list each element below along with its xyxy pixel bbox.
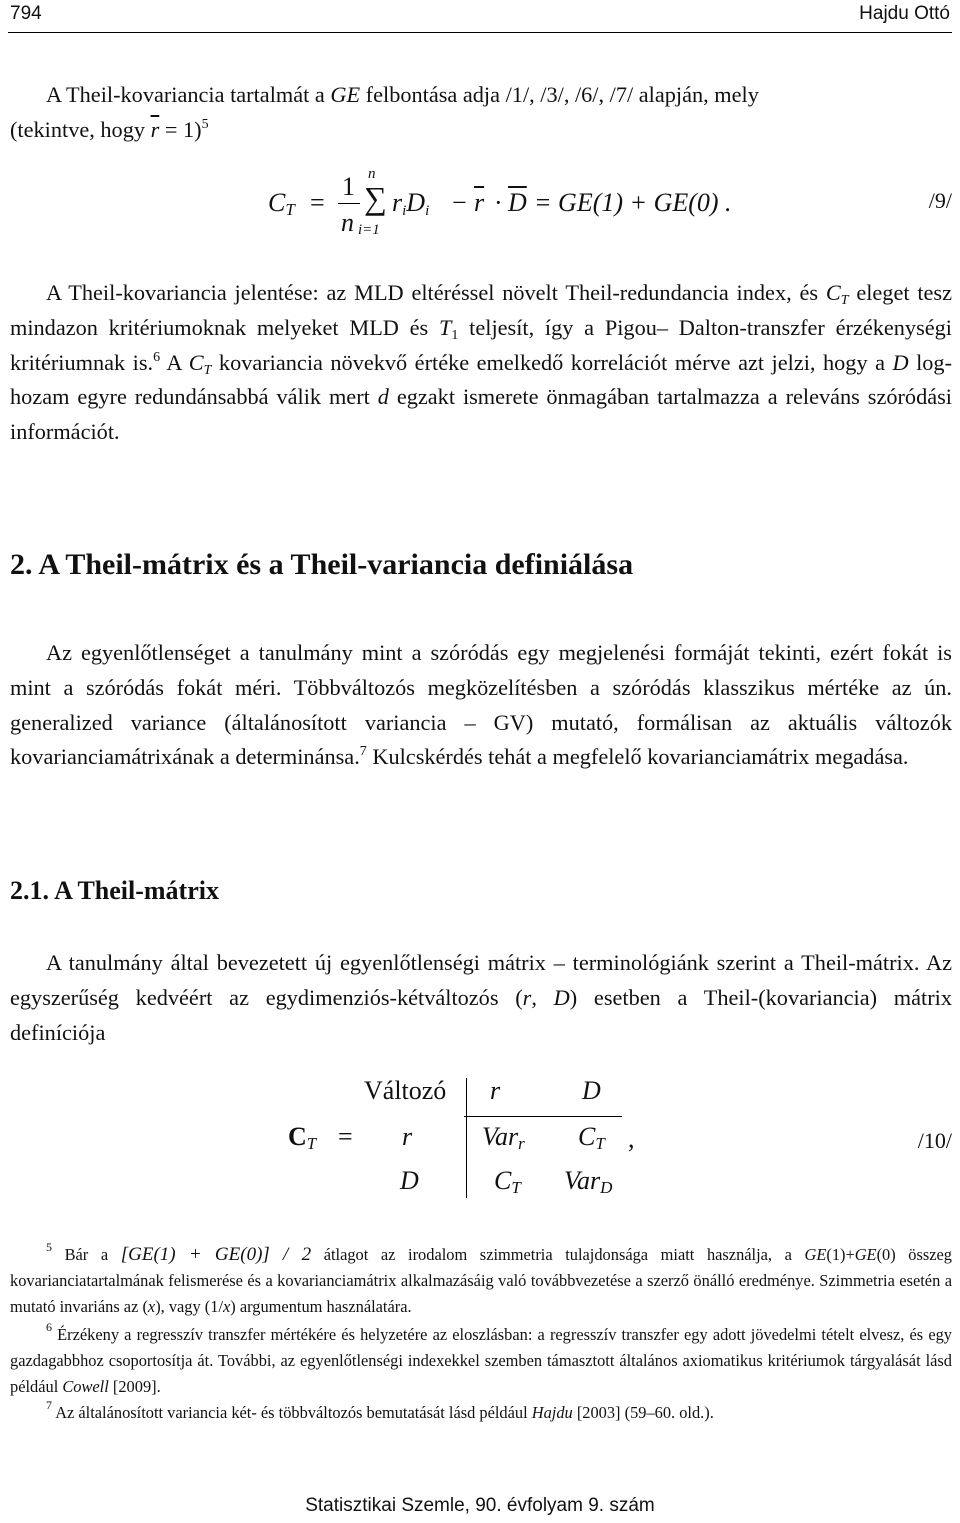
running-author: Hajdu Ottó (859, 3, 950, 24)
matrix-row-label-d: D (400, 1166, 419, 1195)
eq10-lhs: $C_T$ (288, 1122, 317, 1153)
matrix-vertical-rule (466, 1078, 467, 1198)
matrix-cell-ct-1: $C_T$ (578, 1122, 605, 1153)
t1-symbol: T (439, 314, 452, 340)
journal-footer: Statisztikai Szemle, 90. évfolyam 9. szám (305, 1495, 655, 1516)
footnote-6: $^6$ Érzékeny a regresszív transzfer mértékére és helyzetére az eloszlásban: a regresszív transzfer egy adott jövedelmi tételt elvesz, és egy gazdagabbhoz csoportosítja át. További, az egyenlőtlenségi indexekkel szemben támasztott általános axiomatikus kritériumok tárgyalását lásd például Cowell [2009]. (10, 1320, 952, 1396)
page-number: 794 (10, 3, 42, 24)
matrix-header-rule (464, 1116, 622, 1117)
section-2-1-heading: 2.1. A Theil-mátrix (10, 876, 219, 905)
footnote-ref-6: 6 (153, 349, 161, 365)
matrix-header-label: Változó (364, 1076, 447, 1105)
ct-symbol: $C_T$ (825, 280, 849, 308)
eq9-frac-num: 1 (342, 172, 355, 201)
matrix-cell-var-r: Var$_r$ (482, 1122, 525, 1153)
matrix-header-r: r (490, 1076, 501, 1105)
r-bar: $\overline{r}$ (150, 116, 160, 142)
paragraph-intro: A Theil-kovariancia tartalmát a GE felbontása adja /1/, /3/, /6/, /7/ alapján, mely (tekintve, hogy $\overline{r} = 1)^5$ (10, 82, 759, 142)
paragraph-theil-covariance: A Theil-kovariancia jelentése: az MLD eltéréssel növelt Theil-redundancia index, és $C_T$ eleget tesz mindazon kritériumoknak melyeket MLD és $T_1$ teljesít, így a Pigou– Dalton-transzfer érzékenységi kritériumnak is.$^6$ A $C_T$ kovariancia növekvő értéke emelkedő korrelációt mérve azt jelzi, hogy a D log-hozam egyre redundánsabbá válik mert d egzakt ismerete önmagában tartalmazza a releváns szóródási információt. (10, 280, 953, 445)
footnotes (10, 1242, 952, 1426)
eq9-frac-den: n (341, 208, 354, 237)
section-2-heading: 2. A Theil-mátrix és a Theil-variancia definiálása (10, 548, 634, 581)
header-rule (8, 32, 952, 33)
paragraph-inequality: Az egyenlőtlenséget a tanulmány mint a szóródás egy megjelenési formáját tekinti, ezért fokát is mint a szóródás fokát méri. Többváltozós megközelítésben a szóródás klasszikus mértéke az ún. generalized variance (általánosított variancia – GV) mutató, formálisan az aktuális változók kovarianciamátrixának a determinánsa.$^7$ Kulcskérdés tehát a megfelelő kovarianciamátrix megadása. (10, 640, 952, 770)
sum-symbol: ∑ (364, 180, 387, 216)
matrix-row-label-r: r (402, 1122, 413, 1151)
footnote-ref-7: 7 (359, 744, 367, 760)
running-header (0, 0, 960, 34)
eq9-frac-bar (338, 203, 360, 204)
footnote-7: $^7$ Az általánosított variancia két- és többváltozós bemutatását lásd például Hajdu [2003] (59–60. old.). (46, 1398, 714, 1422)
matrix-cell-var-d: Var$_D$ (564, 1166, 613, 1197)
footnote-5-formula: [GE(1) + GE(0)] / 2 (120, 1244, 312, 1265)
equation-10: $C_T$ = Változó r D r Var$_r$ $C_T$ , D $C_T$ Var$_D$ (288, 1076, 635, 1197)
matrix-header-d: D (582, 1076, 601, 1105)
footnote-ref-5: 5 (201, 116, 209, 132)
ge-term: GE (330, 82, 361, 107)
eq9-lhs: $C_T$ (268, 188, 295, 219)
matrix-cell-ct-2: $C_T$ (494, 1166, 521, 1197)
equation-9: $C_T$ = 1 n n ∑ i=1 $r_iD_i$ − $\overline{r}$ · $\overline{D}$ = GE(1) + GE(0) . (268, 166, 732, 238)
equation-10-number: /10/ (917, 1128, 952, 1153)
equation-9-number: /9/ (928, 188, 952, 213)
paragraph-theil-matrix: A tanulmány által bevezetett új egyenlőtlenségi mátrix – terminológiánk szerint a Theil-mátrix. Az egyszerűség kedvéért az egydimenziós-kétváltozós (r, D) esetben a Theil-(kovariancia) mátrix definíciója (10, 950, 952, 1045)
footnote-5: $^5$ Bár a [GE(1) + GE(0)] / 2 átlagot az irodalom szimmetria tulajdonsága miatt használja, a GE(1)+GE(0) összeg kovarianciatartalmának felismerése és a kovarianciamátrix alkalmazásáig való továbbvezetése a szerző önálló eredménye. Szimmetria esetén a mutató invariáns az (x), vagy (1/x) argumentum használatára. (10, 1240, 952, 1316)
